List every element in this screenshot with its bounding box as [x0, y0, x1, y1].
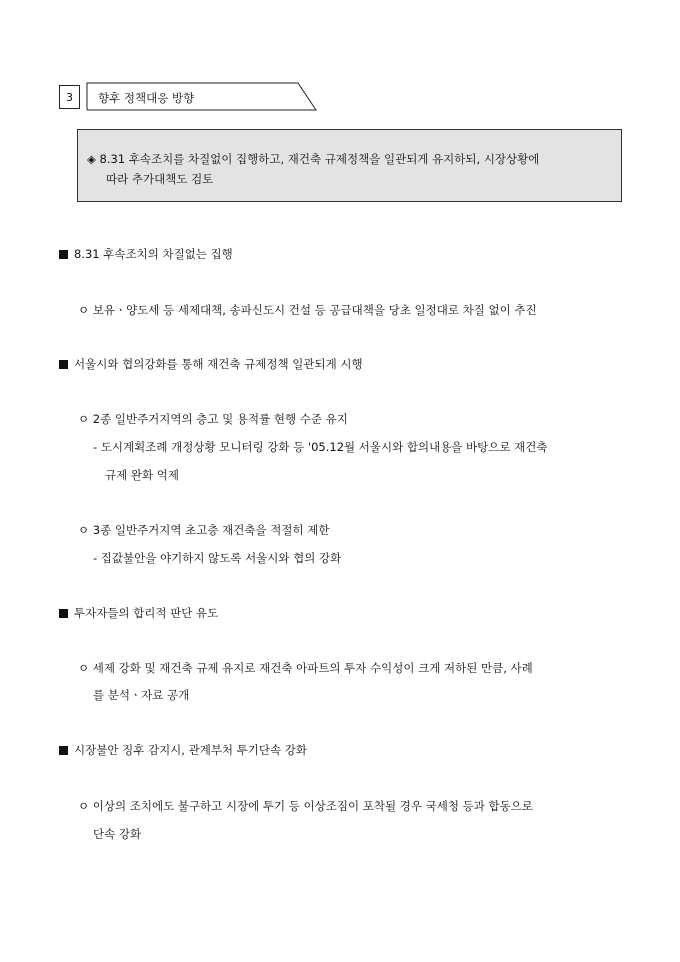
- heading-3: [59, 605, 218, 621]
- item-3-detail: - 집값불안을 야기하지 않도록 서울시와 협의 강화: [93, 551, 342, 565]
- heading-2-text: 서울시와 협의강화를 통해 재건축 규제정책 일관되게 시행: [74, 357, 363, 371]
- item-4-line-1: ㅇ 세제 강화 및 재건축 규제 유지로 재건축 아파트의 투자 수익성이 크게 저하된 만큼, 사례: [78, 661, 533, 675]
- item-1: ㅇ 보유ㆍ양도세 등 세제대책, 송파신도시 건설 등 공급대책을 당초 일정대로 차질 없이 추진: [78, 303, 537, 317]
- square-bullet-icon: [59, 360, 68, 369]
- item-3: ㅇ 3종 일반주거지역 초고층 재건축을 적절히 제한: [78, 523, 330, 537]
- section-title-bar: [86, 82, 318, 112]
- square-bullet-icon: [59, 250, 68, 259]
- section-title: 향후 정책대응 방향: [98, 91, 195, 105]
- item-2-detail-line-1: - 도시계획조례 개정상황 모니터링 강화 등 '05.12월 서울시와 합의내용을 바탕으로 재건축: [93, 440, 548, 454]
- section-number-box: [59, 85, 80, 109]
- heading-1: [59, 246, 233, 262]
- heading-1-text: 8.31 후속조치의 차질없는 집행: [74, 247, 233, 261]
- item-5-line-2: 단속 강화: [93, 827, 142, 841]
- item-2: ㅇ 2종 일반주거지역의 층고 및 용적률 현행 수준 유지: [78, 412, 348, 426]
- item-2-detail-line-2: 규제 완화 억제: [105, 468, 179, 482]
- summary-line-2: 따라 추가대책도 검토: [106, 172, 214, 186]
- square-bullet-icon: [59, 746, 68, 755]
- heading-2: [59, 356, 363, 372]
- summary-line-1: ◈ 8.31 후속조치를 차질없이 집행하고, 재건축 규제정책을 일관되게 유지하되, 시장상황에: [87, 152, 540, 166]
- square-bullet-icon: [59, 609, 68, 618]
- section-number: 3: [66, 90, 73, 104]
- heading-4-text: 시장불안 징후 감지시, 관계부처 투기단속 강화: [74, 743, 308, 757]
- summary-box: [77, 129, 622, 202]
- heading-3-text: 투자자들의 합리적 판단 유도: [74, 606, 219, 620]
- item-4-line-2: 를 분석ㆍ자료 공개: [93, 688, 190, 702]
- item-5-line-1: ㅇ 이상의 조치에도 불구하고 시장에 투기 등 이상조짐이 포착될 경우 국세청 등과 합동으로: [78, 799, 533, 813]
- heading-4: [59, 742, 307, 758]
